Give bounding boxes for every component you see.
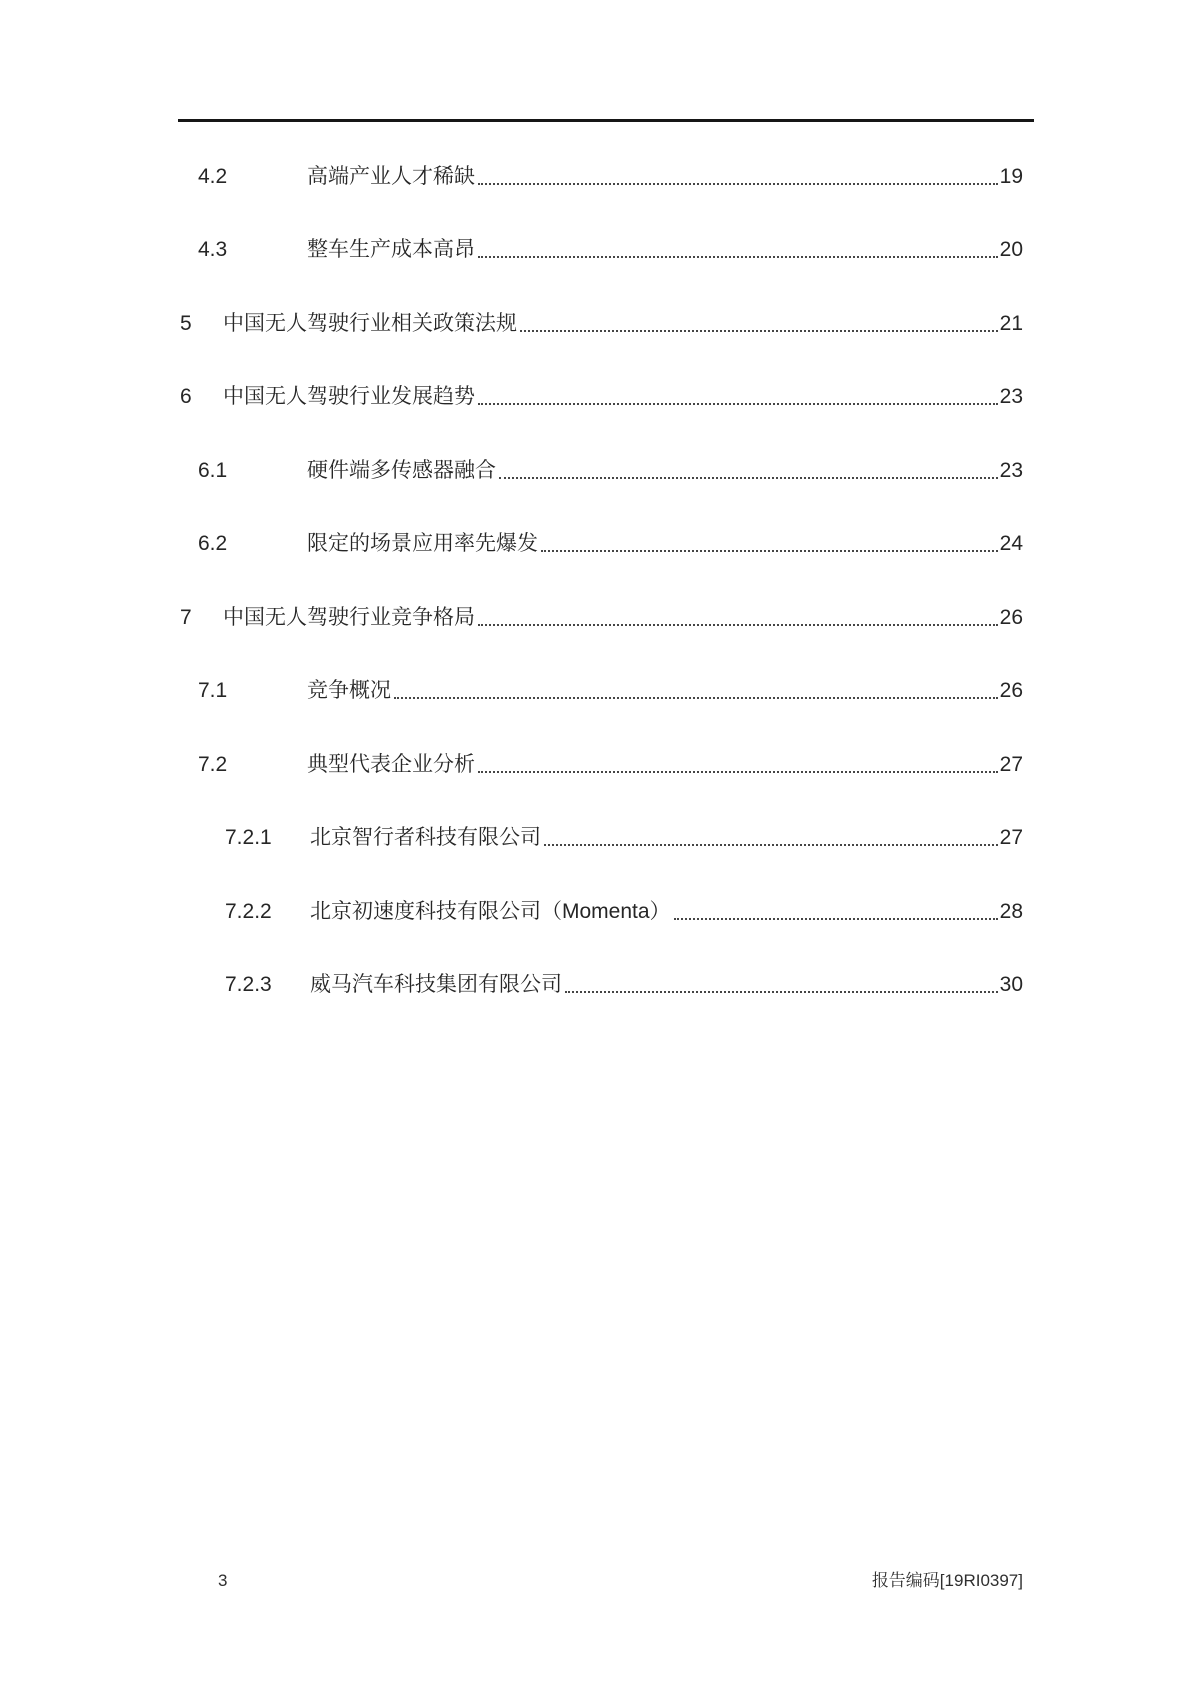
dot-leader	[565, 991, 998, 993]
dot-leader	[478, 403, 998, 405]
toc-entry-number: 6.2	[198, 532, 228, 555]
dot-leader	[478, 624, 998, 626]
toc-entry[interactable]	[178, 801, 1023, 875]
toc-entry[interactable]	[178, 139, 1023, 213]
toc-entry-page: 27	[999, 752, 1023, 776]
dot-leader	[394, 697, 998, 699]
toc-entry-page: 26	[999, 605, 1023, 629]
toc-entry-page: 28	[999, 899, 1023, 923]
toc-entry-title: 高端产业人才稀缺	[307, 164, 475, 188]
toc-entry-number: 7.2.2	[225, 899, 272, 923]
dot-leader	[478, 256, 998, 258]
footer-page-number: 3	[218, 1571, 228, 1590]
dot-leader	[478, 771, 998, 773]
toc-entry-title: 中国无人驾驶行业竞争格局	[223, 605, 475, 629]
toc-entry[interactable]	[178, 580, 1023, 654]
page-footer	[178, 1570, 1023, 1592]
toc-entry-title: 竞争概况	[307, 679, 391, 702]
dot-leader	[478, 183, 998, 185]
toc-entry-page: 30	[999, 973, 1023, 996]
toc-entry-number: 4.2	[198, 164, 228, 188]
toc-entry[interactable]	[178, 433, 1023, 507]
toc-entry-title: 典型代表企业分析	[307, 752, 475, 776]
header-rule	[178, 119, 1034, 122]
toc-entry-title: 硬件端多传感器融合	[307, 458, 496, 482]
toc-entry-number: 5	[180, 311, 192, 335]
toc-entry-number: 7	[180, 605, 192, 629]
toc-entry[interactable]	[178, 286, 1023, 360]
footer-report-code: 报告编码[19RI0397]	[871, 1571, 1023, 1590]
toc-entry-number: 7.2	[198, 752, 228, 776]
toc-entry[interactable]	[178, 948, 1023, 1022]
toc-entry[interactable]	[178, 654, 1023, 728]
toc-entry-page: 19	[999, 164, 1023, 188]
dot-leader	[499, 477, 998, 479]
dot-leader	[541, 550, 998, 552]
toc-entry-number: 7.2.1	[225, 826, 272, 849]
toc-entry-number: 7.2.3	[225, 973, 272, 996]
toc-entry[interactable]	[178, 360, 1023, 434]
toc-entry-page: 20	[999, 238, 1023, 261]
toc-entry-title: 威马汽车科技集团有限公司	[310, 973, 562, 996]
dot-leader	[520, 330, 998, 332]
toc-entry-title: 整车生产成本高昂	[307, 238, 475, 261]
toc-entry-title: 北京初速度科技有限公司（Momenta）	[310, 899, 671, 923]
toc-entry-title: 中国无人驾驶行业发展趋势	[223, 385, 475, 408]
toc-entry-title: 中国无人驾驶行业相关政策法规	[223, 311, 517, 335]
toc-entry-page: 23	[999, 458, 1023, 482]
toc-entry-page: 23	[999, 385, 1023, 408]
toc-entry-number: 4.3	[198, 238, 228, 261]
toc-entry-number: 7.1	[198, 679, 228, 702]
toc-entry-page: 26	[999, 679, 1023, 702]
table-of-contents	[178, 139, 1023, 1021]
toc-entry-title: 北京智行者科技有限公司	[310, 826, 541, 849]
toc-entry[interactable]	[178, 507, 1023, 581]
toc-entry-title: 限定的场景应用率先爆发	[307, 532, 538, 555]
toc-entry-page: 27	[999, 826, 1023, 849]
toc-entry-number: 6.1	[198, 458, 228, 482]
toc-entry[interactable]	[178, 874, 1023, 948]
toc-entry-page: 21	[999, 311, 1023, 335]
dot-leader	[544, 844, 998, 846]
toc-entry[interactable]	[178, 727, 1023, 801]
dot-leader	[674, 918, 998, 920]
toc-entry[interactable]	[178, 213, 1023, 287]
toc-entry-page: 24	[999, 532, 1023, 555]
toc-entry-number: 6	[180, 385, 192, 408]
